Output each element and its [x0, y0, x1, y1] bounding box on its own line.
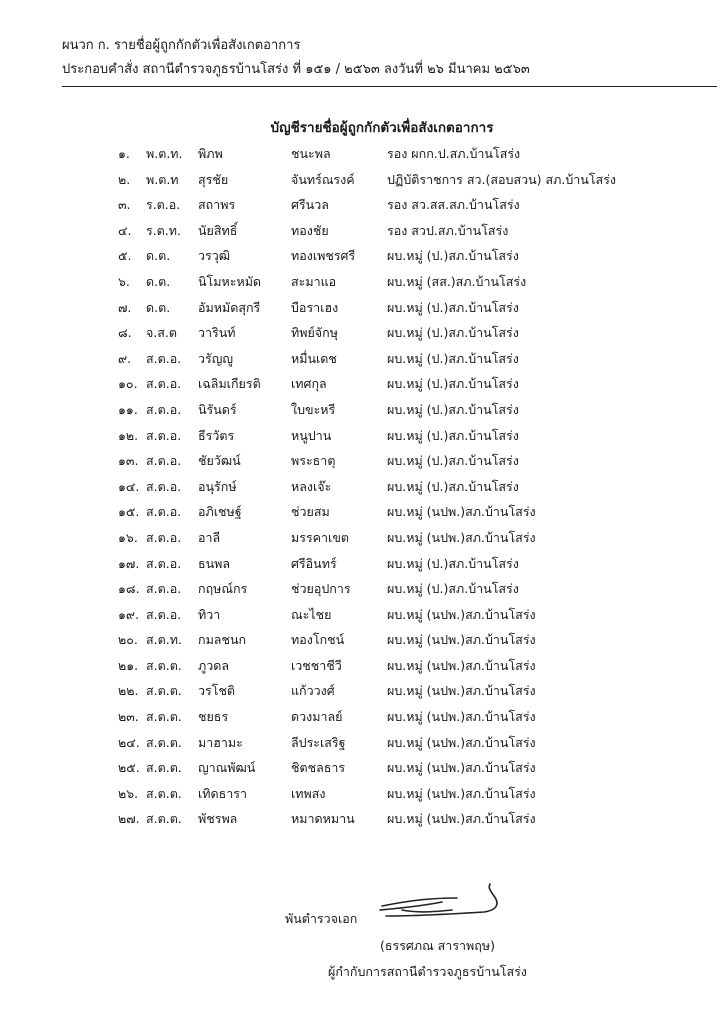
list-item [118, 371, 647, 397]
item-rank: ส.ต.ต. [146, 683, 182, 699]
item-position: ผบ.หมู่ (นปพ.)สภ.บ้านโสร่ง [387, 632, 536, 648]
list-item [118, 602, 647, 628]
item-position: ผบ.หมู่ (ป.)สภ.บ้านโสร่ง [387, 453, 519, 469]
item-rank: ร.ต.ท. [146, 222, 181, 238]
item-position: ผบ.หมู่ (ป.)สภ.บ้านโสร่ง [387, 325, 519, 341]
item-number: ๒๖. [118, 785, 139, 801]
list-item [118, 192, 647, 218]
item-rank: ส.ต.ต. [146, 709, 182, 725]
item-first-name: พัชรพล [198, 811, 238, 827]
list-item [118, 448, 647, 474]
item-last-name: ชนะพล [291, 146, 331, 161]
item-position: ผบ.หมู่ (ป.)สภ.บ้านโสร่ง [387, 299, 519, 315]
item-first-name: อภิเชษฐ์ [198, 504, 242, 520]
item-last-name: หลงเจ๊ะ [291, 478, 332, 494]
item-rank: ด.ต. [146, 299, 171, 315]
item-number: ๑๗. [118, 555, 140, 571]
list-item [118, 346, 647, 372]
item-first-name: ธีรวัตร [198, 427, 235, 443]
item-first-name: ชยธร [198, 709, 229, 725]
item-last-name: เทพสง [291, 785, 326, 801]
item-position: ผบ.หมู่ (ป.)สภ.บ้านโสร่ง [387, 478, 519, 494]
item-rank: ส.ต.อ. [146, 581, 182, 597]
list-item [118, 499, 647, 525]
list-item [118, 806, 647, 832]
item-position: ผบ.หมู่ (ป.)สภ.บ้านโสร่ง [387, 350, 519, 366]
item-last-name: จันทร์ณรงค์ [291, 171, 355, 187]
item-rank: ส.ต.อ. [146, 555, 182, 571]
item-number: ๘. [118, 325, 132, 341]
item-last-name: ศรีนวล [291, 197, 329, 213]
list-item [118, 653, 647, 679]
item-last-name: ลีประเสริฐ [291, 734, 346, 750]
item-rank: ส.ต.อ. [146, 401, 182, 417]
item-first-name: พิภพ [198, 146, 223, 161]
item-number: ๙. [118, 350, 132, 366]
item-first-name: สถาพร [198, 197, 236, 213]
item-first-name: กฤษณ์กร [198, 581, 248, 597]
item-number: ๑๙. [118, 606, 140, 622]
item-number: ๒๔. [118, 734, 140, 750]
list-item [118, 755, 647, 781]
list-item [118, 576, 647, 602]
item-rank: ส.ต.ต. [146, 657, 182, 673]
item-number: ๕. [118, 248, 132, 264]
list-item [118, 141, 647, 167]
item-last-name: หมื่นเดช [291, 350, 337, 366]
item-position: ผบ.หมู่ (ป.)สภ.บ้านโสร่ง [387, 248, 519, 264]
item-last-name: ดวงมาลย์ [291, 709, 343, 725]
item-first-name: สุรชัย [198, 171, 229, 187]
item-position: รอง สว.สส.สภ.บ้านโสร่ง [387, 197, 520, 213]
item-first-name: ญาณพัฒน์ [198, 760, 256, 776]
item-last-name: ทองโกชน์ [291, 632, 345, 648]
item-position: ผบ.หมู่ (ป.)สภ.บ้านโสร่ง [387, 581, 519, 597]
item-number: ๑๐. [118, 376, 138, 392]
document-header [62, 34, 722, 82]
item-last-name: ทิพย์จักษุ [291, 325, 338, 341]
list-item [118, 167, 647, 193]
item-first-name: ชัยวัฒน์ [198, 453, 241, 469]
item-number: ๒๓. [118, 709, 139, 725]
signature-block [0, 880, 724, 1020]
list-item [118, 295, 647, 321]
list-item [118, 269, 647, 295]
item-position: รอง สวป.สภ.บ้านโสร่ง [387, 222, 509, 238]
list-item [118, 627, 647, 653]
item-first-name: อาลี [198, 529, 221, 545]
item-first-name: ทิวา [198, 606, 221, 622]
item-number: ๒๑. [118, 657, 139, 673]
item-position: ผบ.หมู่ (ป.)สภ.บ้านโสร่ง [387, 427, 519, 443]
list-item [118, 243, 647, 269]
order-reference: ประกอบคำสั่ง สถานีตำรวจภูธรบ้านโสร่ง ที่ ๑๕๑ / ๒๕๖๓ ลงวันที่ ๒๖ มีนาคม ๒๕๖๓ [62, 62, 530, 77]
item-position: ผบ.หมู่ (ป.)สภ.บ้านโสร่ง [387, 376, 519, 392]
handwritten-signature [372, 880, 502, 934]
item-position: ผบ.หมู่ (นปพ.)สภ.บ้านโสร่ง [387, 504, 536, 520]
item-last-name: ใบขะหรี [291, 401, 336, 417]
item-position: ผบ.หมู่ (สส.)สภ.บ้านโสร่ง [387, 273, 527, 289]
item-number: ๒๕. [118, 760, 140, 776]
item-first-name: มาฮามะ [198, 734, 243, 750]
item-rank: พ.ต.ท. [146, 146, 183, 161]
item-position: ผบ.หมู่ (นปพ.)สภ.บ้านโสร่ง [387, 760, 536, 776]
list-item [118, 320, 647, 346]
item-number: ๖. [118, 273, 130, 289]
item-last-name: ทองเพชรศรี [291, 248, 356, 264]
item-number: ๑๘. [118, 581, 140, 597]
item-last-name: เวชชาชีวี [291, 657, 342, 673]
item-position: ผบ.หมู่ (นปพ.)สภ.บ้านโสร่ง [387, 657, 536, 673]
item-number: ๑๖. [118, 529, 138, 545]
item-rank: ส.ต.อ. [146, 529, 182, 545]
header-divider [62, 86, 717, 87]
item-last-name: ศรีอินทร์ [291, 555, 337, 571]
item-rank: ส.ต.ท. [146, 632, 182, 648]
item-last-name: ทองชัย [291, 222, 329, 238]
item-number: ๑๔. [118, 478, 140, 494]
item-position: ผบ.หมู่ (นปพ.)สภ.บ้านโสร่ง [387, 811, 536, 827]
list-item [118, 678, 647, 704]
item-rank: ส.ต.ต. [146, 760, 182, 776]
item-rank: ร.ต.อ. [146, 197, 181, 213]
signer-name: (ธรรศภณ สาราพฤษ) [380, 938, 495, 953]
item-last-name: ณะไชย [291, 606, 332, 622]
list-item [118, 551, 647, 577]
item-first-name: วรวุฒิ [198, 248, 231, 264]
item-rank: ส.ต.อ. [146, 376, 182, 392]
item-first-name: ธนพล [198, 555, 231, 571]
item-first-name: นิรันดร์ [198, 401, 237, 417]
item-number: ๑๑. [118, 401, 138, 417]
item-first-name: นัยสิทธิ์ [198, 222, 238, 238]
item-position: ปฏิบัติราชการ สว.(สอบสวน) สภ.บ้านโสร่ง [387, 171, 616, 187]
item-number: ๔. [118, 222, 132, 238]
item-first-name: เฉลิมเกียรติ [198, 376, 261, 392]
item-rank: ส.ต.อ. [146, 504, 182, 520]
item-number: ๗. [118, 299, 132, 315]
item-first-name: ภูวดล [198, 657, 230, 673]
item-last-name: ชิตชลธาร [291, 760, 346, 776]
item-number: ๑๓. [118, 453, 139, 469]
item-rank: ส.ต.อ. [146, 350, 182, 366]
item-last-name: หมาดหมาน [291, 811, 355, 827]
item-first-name: อนุรักษ์ [198, 478, 237, 494]
item-last-name: หนูปาน [291, 427, 332, 443]
item-position: รอง ผกก.ป.สภ.บ้านโสร่ง [387, 146, 521, 161]
item-position: ผบ.หมู่ (นปพ.)สภ.บ้านโสร่ง [387, 606, 536, 622]
item-first-name: กมลชนก [198, 632, 247, 648]
item-last-name: ช่วยอุปการ [291, 581, 351, 597]
item-rank: ส.ต.ต. [146, 734, 182, 750]
item-rank: ส.ต.ต. [146, 785, 182, 801]
item-rank: พ.ต.ท [146, 171, 179, 187]
annex-heading: ผนวก ก. รายชื่อผู้ถูกกักตัวเพื่อสังเกตอาการ [62, 38, 301, 53]
item-rank: ส.ต.อ. [146, 478, 182, 494]
list-item [118, 423, 647, 449]
item-rank: ด.ต. [146, 248, 171, 264]
list-item [118, 730, 647, 756]
item-number: ๓. [118, 197, 131, 213]
list-item [118, 474, 647, 500]
item-rank: ส.ต.อ. [146, 427, 182, 443]
item-number: ๒. [118, 171, 131, 187]
item-position: ผบ.หมู่ (ป.)สภ.บ้านโสร่ง [387, 401, 519, 417]
item-last-name: สะมาแอ [291, 273, 337, 289]
item-last-name: พระธาตุ [291, 453, 336, 469]
item-number: ๒๗. [118, 811, 140, 827]
item-number: ๑๒. [118, 427, 139, 443]
item-number: ๑๕. [118, 504, 140, 520]
item-first-name: วรัญญู [198, 350, 234, 366]
item-first-name: นิโมหะหมัด [198, 273, 262, 289]
list-item [118, 525, 647, 551]
item-position: ผบ.หมู่ (นปพ.)สภ.บ้านโสร่ง [387, 785, 536, 801]
item-position: ผบ.หมู่ (นปพ.)สภ.บ้านโสร่ง [387, 529, 536, 545]
signer-rank: พันตำรวจเอก [285, 911, 358, 926]
item-rank: ด.ต. [146, 273, 171, 289]
item-last-name: บือราเฮง [291, 299, 339, 315]
item-position: ผบ.หมู่ (นปพ.)สภ.บ้านโสร่ง [387, 734, 536, 750]
list-title: บัญชีรายชื่อผู้ถูกกักตัวเพื่อสังเกตอาการ [270, 120, 494, 136]
list-item [118, 704, 647, 730]
item-last-name: แก้ววงศ์ [291, 683, 335, 699]
list-item [118, 781, 647, 807]
item-rank: ส.ต.ต. [146, 811, 182, 827]
list-item [118, 218, 647, 244]
item-position: ผบ.หมู่ (นปพ.)สภ.บ้านโสร่ง [387, 709, 536, 725]
item-number: ๑. [118, 146, 130, 161]
item-last-name: มรรคาเขต [291, 529, 349, 545]
item-last-name: ช่วยสม [291, 504, 330, 520]
item-rank: จ.ส.ต [146, 325, 178, 341]
item-first-name: วรโชติ [198, 683, 236, 699]
item-first-name: วารินท์ [198, 325, 236, 341]
item-position: ผบ.หมู่ (ป.)สภ.บ้านโสร่ง [387, 555, 519, 571]
roster-list [118, 141, 647, 832]
item-rank: ส.ต.อ. [146, 453, 182, 469]
item-rank: ส.ต.อ. [146, 606, 182, 622]
item-first-name: อัมหมัดสุกรี [198, 299, 261, 315]
list-item [118, 397, 647, 423]
item-first-name: เทิดธารา [198, 785, 248, 801]
item-last-name: เทศกุล [291, 376, 327, 392]
item-number: ๒๐. [118, 632, 138, 648]
signer-title: ผู้กำกับการสถานีตำรวจภูธรบ้านโสร่ง [328, 964, 527, 979]
item-number: ๒๒. [118, 683, 139, 699]
item-position: ผบ.หมู่ (นปพ.)สภ.บ้านโสร่ง [387, 683, 536, 699]
